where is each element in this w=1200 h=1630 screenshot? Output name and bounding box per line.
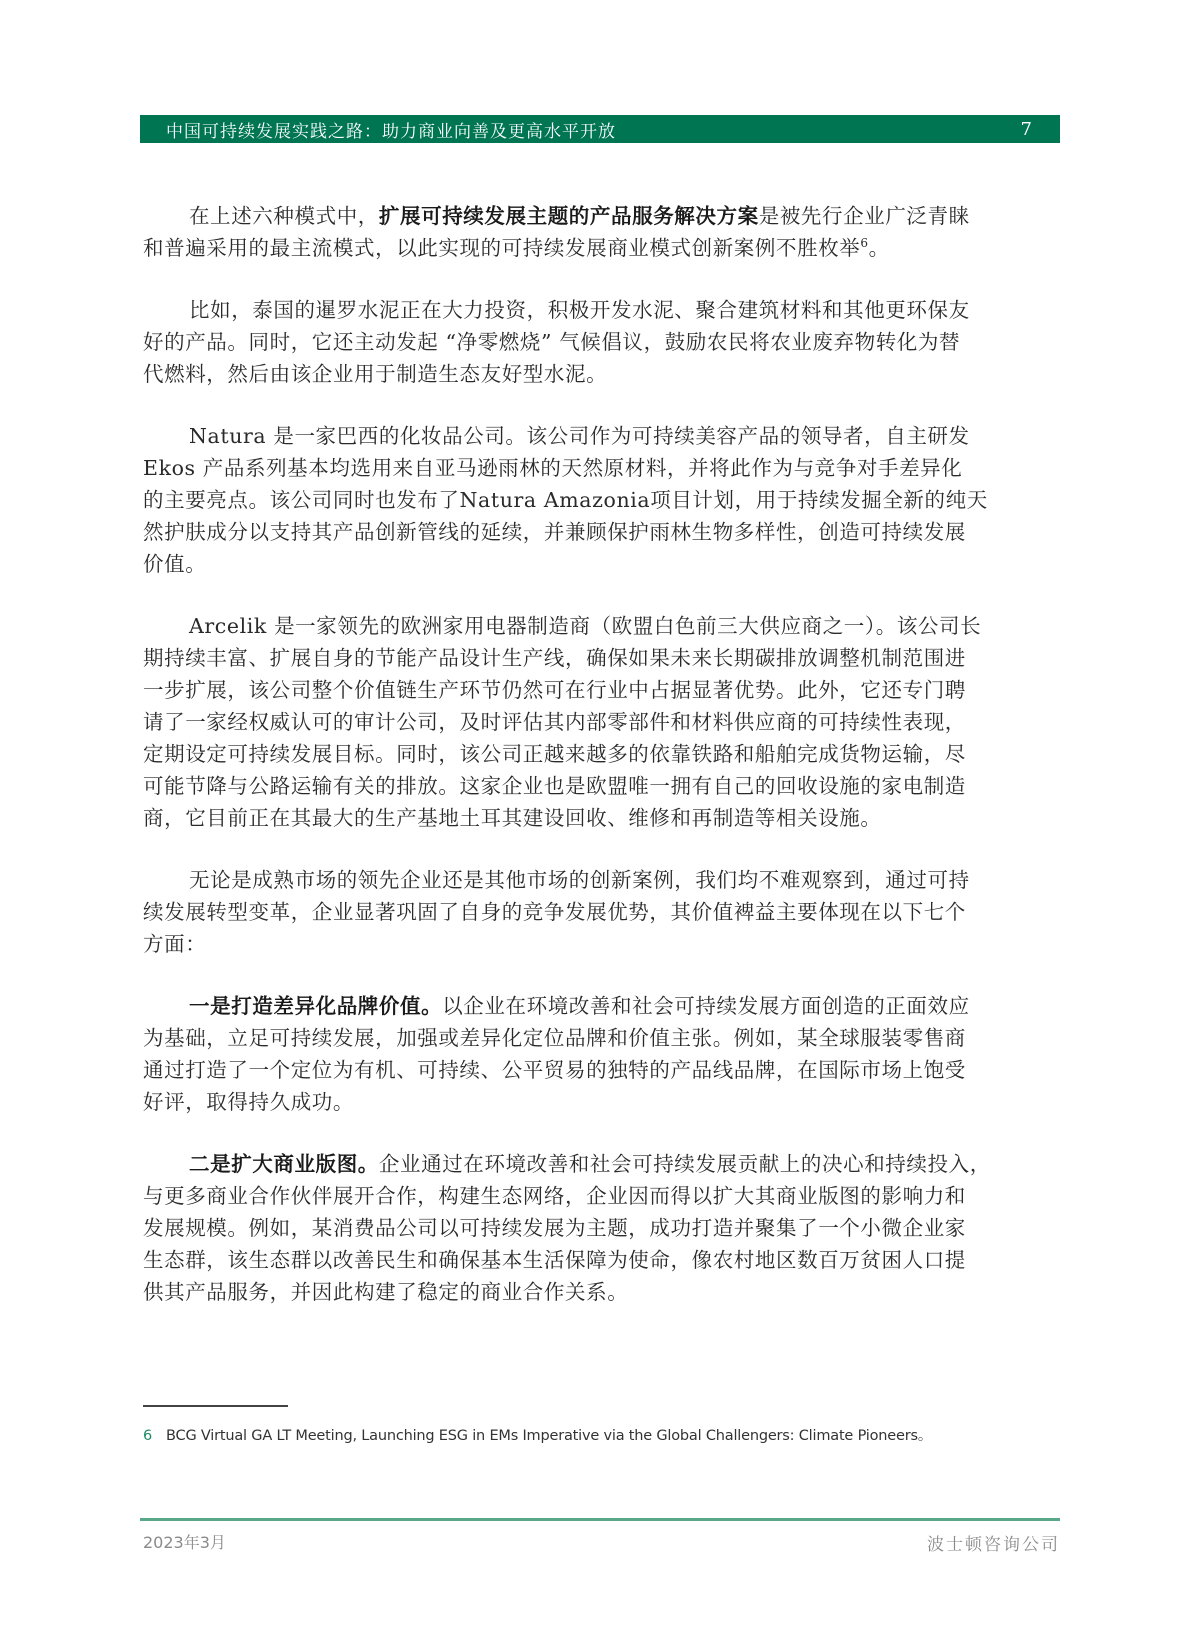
paragraph-natura	[143, 420, 1063, 580]
text-line	[143, 326, 1063, 358]
text-line	[143, 802, 1063, 834]
text-run: 。	[868, 236, 890, 260]
text-line	[143, 864, 1063, 896]
text-run: 方面：	[143, 932, 207, 956]
footnote	[143, 1424, 932, 1445]
text-run: Arcelik 是一家领先的欧洲家用电器制造商（欧盟白色前三大供应商之一）。该公司长	[189, 614, 982, 638]
text-run: 供其产品服务，并因此构建了稳定的商业合作关系。	[143, 1280, 629, 1304]
text-run: 好评，取得持久成功。	[143, 1090, 354, 1114]
text-run: 与更多商业合作伙伴展开合作，构建生态网络，企业因而得以扩大其商业版图的影响力和	[143, 1184, 966, 1208]
text-line	[143, 706, 1063, 738]
text-run: 定期设定可持续发展目标。同时，该公司正越来越多的依靠铁路和船舶完成货物运输，尽	[143, 742, 966, 766]
text-line	[143, 484, 1063, 516]
footnote-text: BCG Virtual GA LT Meeting, Launching ESG in EMs Imperative via the Global Challengers: Climate Pioneers。	[166, 1428, 933, 1444]
text-run: Ekos 产品系列基本均选用来自亚马逊雨林的天然原材料，并将此作为与竞争对手差异化	[143, 456, 963, 480]
text-line	[143, 452, 1063, 484]
paragraph-siam-cement	[143, 294, 1063, 390]
text-run: 是被先行企业广泛青睐	[758, 204, 970, 228]
text-run: 在上述六种模式中，	[189, 204, 379, 228]
text-run: 代燃料，然后由该企业用于制造生态友好型水泥。	[143, 362, 608, 386]
text-line	[143, 896, 1063, 928]
text-run: 续发展转型变革，企业显著巩固了自身的竞争发展优势，其价值裨益主要体现在以下七个	[143, 900, 966, 924]
text-line	[143, 990, 1063, 1022]
bold-text: 一是打造差异化品牌价值。	[189, 994, 443, 1018]
text-line	[143, 642, 1063, 674]
text-line	[143, 1180, 1063, 1212]
text-line	[143, 1022, 1063, 1054]
text-run: 为基础，立足可持续发展，加强或差异化定位品牌和价值主张。例如，某全球服装零售商	[143, 1026, 966, 1050]
document-title: 中国可持续发展实践之路：助力商业向善及更高水平开放	[166, 121, 616, 142]
paragraph-arcelik	[143, 610, 1063, 834]
text-run: 比如，泰国的暹罗水泥正在大力投资，积极开发水泥、聚合建筑材料和其他更环保友	[189, 298, 970, 322]
text-run: 企业通过在环境改善和社会可持续发展贡献上的决心和持续投入，	[378, 1152, 991, 1176]
footer-publisher: 波士顿咨询公司	[927, 1535, 1060, 1555]
text-line	[143, 770, 1063, 802]
paragraph-summary	[143, 864, 1063, 960]
text-line	[143, 1276, 1063, 1308]
text-run: 无论是成熟市场的领先企业还是其他市场的创新案例，我们均不难观察到，通过可持	[189, 868, 970, 892]
text-line	[143, 610, 1063, 642]
text-run: Natura 是一家巴西的化妆品公司。该公司作为可持续美容产品的领导者，自主研发	[189, 424, 970, 448]
footer-date: 2023年3月	[143, 1533, 226, 1552]
text-run: 好的产品。同时，它还主动发起 “净零燃烧” 气候倡议，鼓励农民将农业废弃物转化为替	[143, 330, 961, 354]
text-run: 生态群，该生态群以改善民生和确保基本生活保障为使命，像农村地区数百万贫困人口提	[143, 1248, 966, 1272]
text-line	[143, 358, 1063, 390]
running-header-bar	[140, 115, 1060, 143]
text-line	[143, 516, 1063, 548]
bold-text: 二是扩大商业版图。	[189, 1152, 379, 1176]
text-run: 期持续丰富、扩展自身的节能产品设计生产线，确保如果未来长期碳排放调整机制范围进	[143, 646, 966, 670]
text-line	[143, 200, 1063, 232]
text-run: 然护肤成分以支持其产品创新管线的延续，并兼顾保护雨林生物多样性，创造可持续发展	[143, 520, 966, 544]
text-line	[143, 738, 1063, 770]
text-run: 发展规模。例如，某消费品公司以可持续发展为主题，成功打造并聚集了一个小微企业家	[143, 1216, 966, 1240]
text-run: 可能节降与公路运输有关的排放。这家企业也是欧盟唯一拥有自己的回收设施的家电制造	[143, 774, 966, 798]
paragraph-point-2	[143, 1148, 1063, 1308]
body-text	[143, 200, 1063, 1338]
text-line	[143, 1148, 1063, 1180]
footnote-number: 6	[143, 1428, 153, 1444]
text-line	[143, 548, 1063, 580]
footnote-divider	[143, 1405, 288, 1407]
text-run: 以企业在环境改善和社会可持续发展方面创造的正面效应	[442, 994, 970, 1018]
text-run: 一步扩展，该公司整个价值链生产环节仍然可在行业中占据显著优势。此外，它还专门聘	[143, 678, 966, 702]
text-line	[143, 420, 1063, 452]
text-run: 和普遍采用的最主流模式，以此实现的可持续发展商业模式创新案例不胜枚举	[143, 236, 861, 260]
page-number: 7	[1020, 118, 1032, 140]
text-line	[143, 1086, 1063, 1118]
text-run: 通过打造了一个定位为有机、可持续、公平贸易的独特的产品线品牌，在国际市场上饱受	[143, 1058, 966, 1082]
footnote-ref: 6	[860, 236, 869, 251]
text-line	[143, 232, 1063, 264]
paragraph-intro	[143, 200, 1063, 264]
text-line	[143, 294, 1063, 326]
text-run: 价值。	[143, 552, 207, 576]
paragraph-point-1	[143, 990, 1063, 1118]
text-run: 请了一家经权威认可的审计公司，及时评估其内部零部件和材料供应商的可持续性表现，	[143, 710, 966, 734]
text-line	[143, 1054, 1063, 1086]
text-run: 商，它目前正在其最大的生产基地土耳其建设回收、维修和再制造等相关设施。	[143, 806, 882, 830]
text-line	[143, 1212, 1063, 1244]
text-line	[143, 1244, 1063, 1276]
text-run: 的主要亮点。该公司同时也发布了Natura Amazonia项目计划，用于持续发掘全新的纯天	[143, 488, 988, 512]
bold-text: 扩展可持续发展主题的产品服务解决方案	[378, 204, 759, 228]
text-line	[143, 674, 1063, 706]
text-line	[143, 928, 1063, 960]
footer-divider	[140, 1518, 1060, 1521]
